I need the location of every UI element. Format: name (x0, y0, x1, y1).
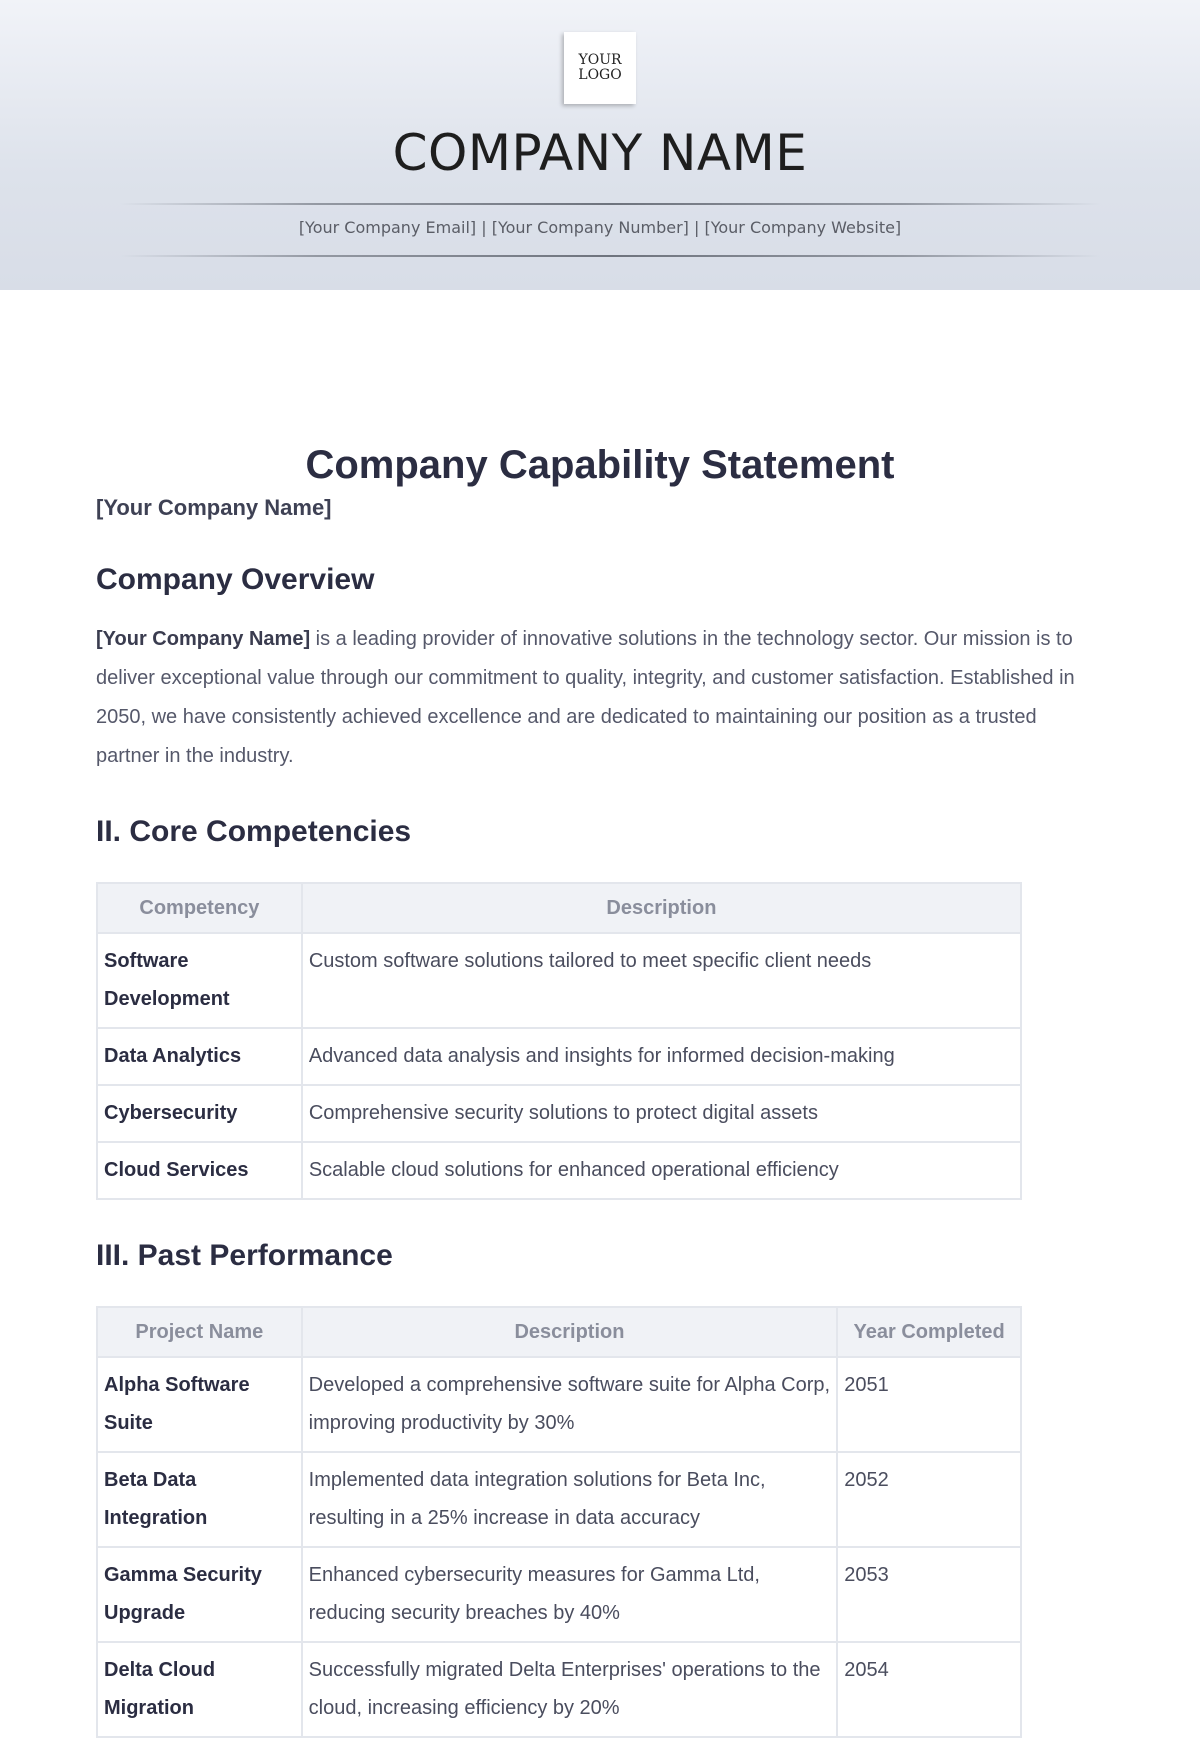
overview-heading: Company Overview (96, 563, 375, 596)
cell-description: Successfully migrated Delta Enterprises' operations to the cloud, increasing efficiency by 20% (302, 1642, 838, 1737)
table-row (97, 1028, 1021, 1085)
cell-year: 2053 (837, 1547, 1021, 1642)
table-header-row (97, 1307, 1021, 1357)
table-row (97, 1142, 1021, 1199)
column-header-competency: Competency (97, 883, 302, 933)
cell-name: Software Development (97, 933, 302, 1028)
column-header-description: Description (302, 883, 1021, 933)
performance-table-body (97, 1357, 1021, 1737)
table-row (97, 1642, 1021, 1737)
cell-name: Data Analytics (97, 1028, 302, 1085)
overview-body-text: is a leading provider of innovative solutions in the technology sector. Our mission is to deliver exceptional value through our commitment to quality, integrity, and customer satisfaction. Established in 2050, we have consistently achieved excellence and are dedicated to maintaining our position as a trusted partner in the industry. (96, 628, 1075, 767)
cell-name: Gamma Security Upgrade (97, 1547, 302, 1642)
table-row (97, 1452, 1021, 1547)
table-row (97, 1357, 1021, 1452)
cell-year: 2054 (837, 1642, 1021, 1737)
cell-description: Custom software solutions tailored to meet specific client needs (302, 933, 1021, 1028)
document-body (96, 440, 1096, 1738)
company-name-heading: COMPANY NAME (392, 124, 808, 182)
table-row (97, 933, 1021, 1028)
header-banner (0, 0, 1200, 290)
table-row (97, 1085, 1021, 1142)
cell-year: 2052 (837, 1452, 1021, 1547)
document-title: Company Capability Statement (305, 443, 895, 487)
past-performance-heading: III. Past Performance (96, 1239, 393, 1272)
cell-name: Beta Data Integration (97, 1452, 302, 1547)
cell-description: Implemented data integration solutions for Beta Inc, resulting in a 25% increase in data accuracy (302, 1452, 838, 1547)
column-header-project-name: Project Name (97, 1307, 302, 1357)
overview-paragraph (96, 620, 1086, 776)
overview-company-name: [Your Company Name] (96, 628, 311, 650)
company-name-placeholder: [Your Company Name] (96, 495, 332, 520)
cell-description: Enhanced cybersecurity measures for Gamma Ltd, reducing security breaches by 40% (302, 1547, 838, 1642)
performance-table (96, 1306, 1022, 1738)
cell-name: Delta Cloud Migration (97, 1642, 302, 1737)
cell-year: 2051 (837, 1357, 1021, 1452)
cell-description: Developed a comprehensive software suite for Alpha Corp, improving productivity by 30% (302, 1357, 838, 1452)
cell-description: Comprehensive security solutions to protect digital assets (302, 1085, 1021, 1142)
column-header-year-completed: Year Completed (837, 1307, 1021, 1357)
core-competencies-heading: II. Core Competencies (96, 815, 412, 848)
table-header-row (97, 883, 1021, 933)
header-divider-top (120, 203, 1100, 205)
header-divider-bottom (120, 255, 1100, 257)
table-row (97, 1547, 1021, 1642)
contact-info-line: [Your Company Email] | [Your Company Number] | [Your Company Website] (298, 218, 902, 237)
competencies-table-body (97, 933, 1021, 1199)
cell-description: Advanced data analysis and insights for informed decision-making (302, 1028, 1021, 1085)
cell-description: Scalable cloud solutions for enhanced operational efficiency (302, 1142, 1021, 1199)
cell-name: Cloud Services (97, 1142, 302, 1199)
cell-name: Alpha Software Suite (97, 1357, 302, 1452)
company-logo: YOUR LOGO (564, 32, 636, 104)
competencies-table (96, 882, 1022, 1200)
cell-name: Cybersecurity (97, 1085, 302, 1142)
column-header-description: Description (302, 1307, 838, 1357)
